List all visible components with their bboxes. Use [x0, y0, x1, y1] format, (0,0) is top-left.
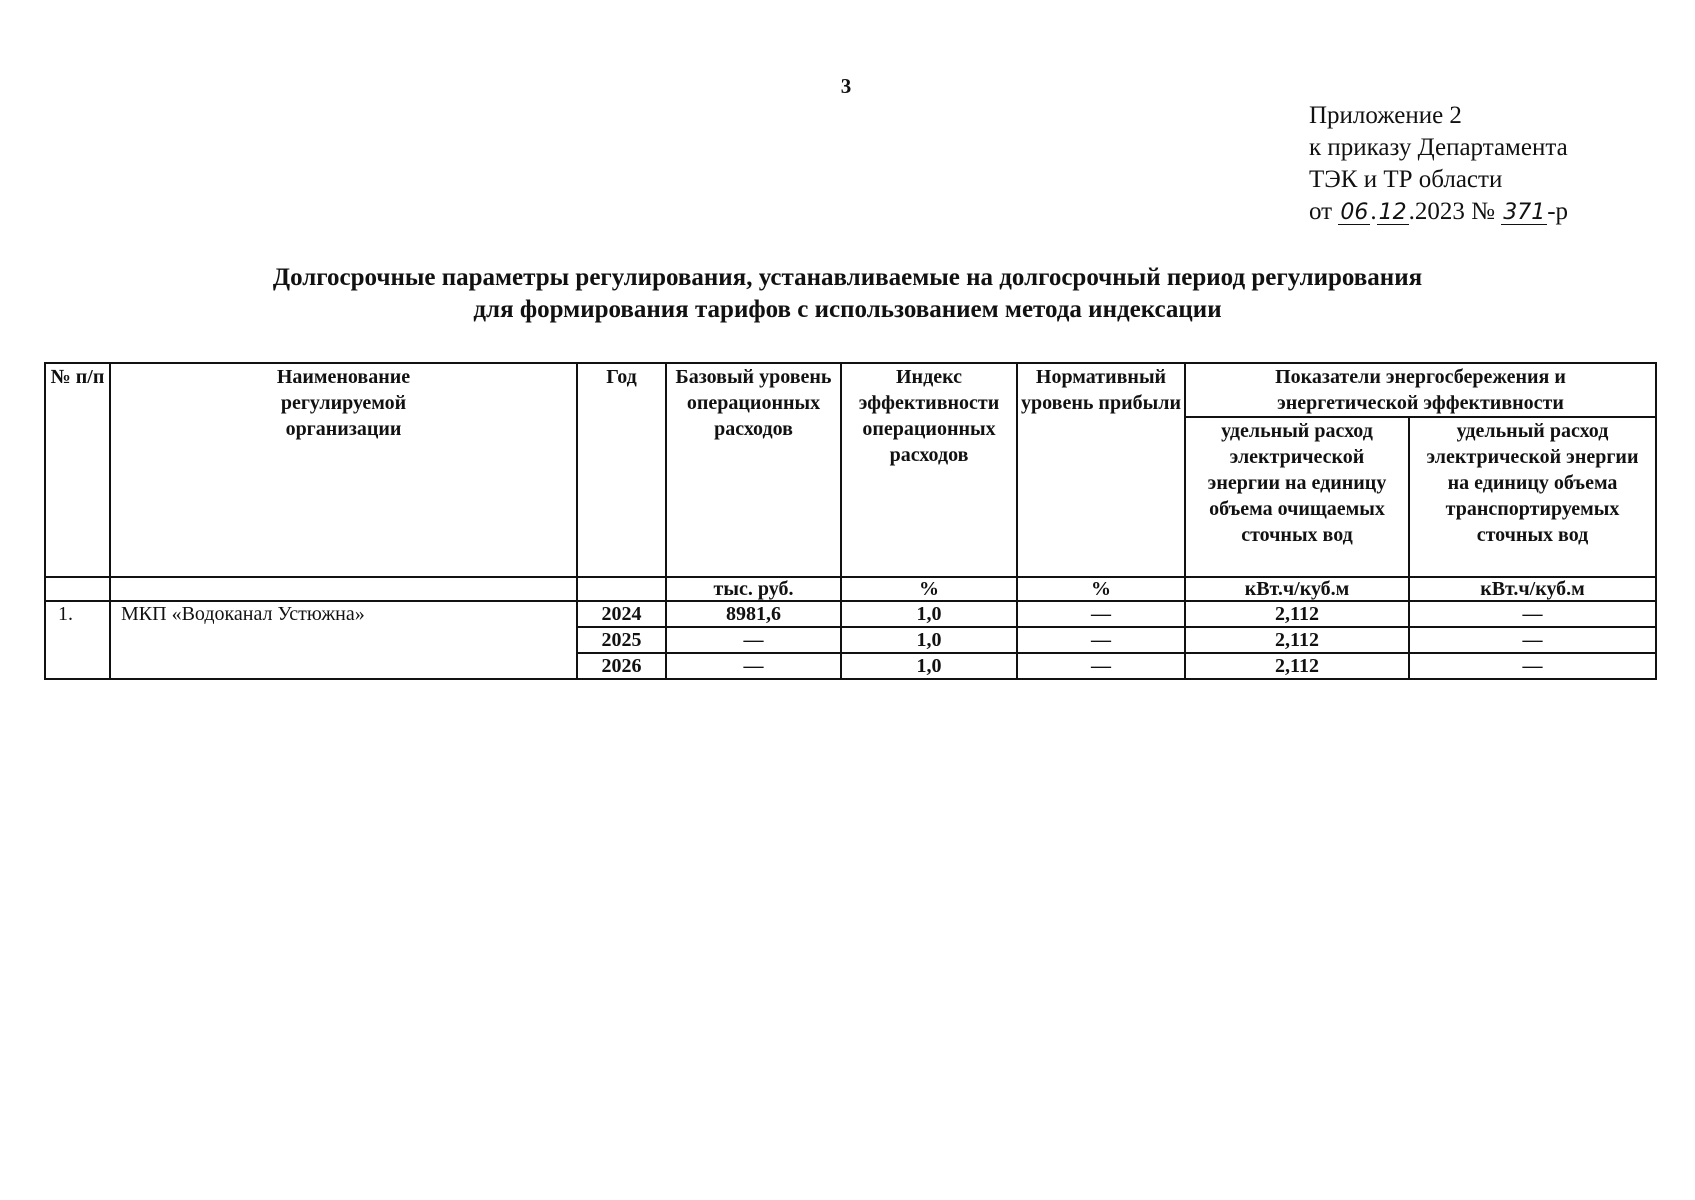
energy-transported-cell: —: [1409, 653, 1656, 679]
unit-base-opex: тыс. руб.: [666, 577, 841, 601]
energy-treated-cell: 2,112: [1185, 627, 1409, 653]
title-line1: Долгосрочные параметры регулирования, устанавливаемые на долгосрочный период регулирования: [272, 264, 1423, 291]
parameters-table: [44, 362, 1657, 680]
year-cell: 2025: [577, 627, 666, 653]
profit-level-cell: —: [1017, 601, 1185, 627]
unit-profit-level: %: [1017, 577, 1185, 601]
date-prefix: от: [1309, 198, 1333, 225]
org-name: МКП «Водоканал Устюжна»: [110, 601, 577, 679]
unit-year-blank: [577, 577, 666, 601]
unit-efficiency-index: %: [841, 577, 1017, 601]
unit-organization-blank: [110, 577, 577, 601]
efficiency-index-cell: 1,0: [841, 627, 1017, 653]
title-line2: для формирования тарифов с использованием метода индексации: [473, 296, 1222, 323]
energy-treated-cell: 2,112: [1185, 653, 1409, 679]
efficiency-index-cell: 1,0: [841, 601, 1017, 627]
date-separator: .: [1370, 198, 1377, 225]
date-day-handwritten: 06: [1340, 200, 1369, 225]
order-suffix: -р: [1547, 198, 1569, 225]
profit-level-cell: —: [1017, 653, 1185, 679]
header-profit-level: Нормативный уровень прибыли: [1017, 363, 1185, 577]
unit-energy-transported: кВт.ч/куб.м: [1409, 577, 1656, 601]
profit-level-cell: —: [1017, 627, 1185, 653]
page-number: 3: [840, 74, 852, 98]
base-opex-cell: —: [666, 627, 841, 653]
header-number: № п/п: [45, 363, 110, 577]
appendix-date-line: [1309, 196, 1568, 228]
date-year: .2023 №: [1408, 198, 1495, 225]
base-opex-cell: 8981,6: [666, 601, 841, 627]
header-year: Год: [577, 363, 666, 577]
year-cell: 2024: [577, 601, 666, 627]
energy-treated-cell: 2,112: [1185, 601, 1409, 627]
unit-number-blank: [45, 577, 110, 601]
energy-transported-cell: —: [1409, 627, 1656, 653]
header-efficiency-index: Индекс эффективности операционных расходов: [841, 363, 1017, 577]
appendix-block: [1309, 100, 1568, 228]
date-month-handwritten: 12: [1378, 200, 1407, 225]
order-number-handwritten: 371: [1503, 200, 1546, 225]
header-base-opex: Базовый уровень операционных расходов: [666, 363, 841, 577]
base-opex-cell: —: [666, 653, 841, 679]
table-row: [45, 601, 1656, 627]
org-number: 1.: [45, 601, 110, 679]
year-cell: 2026: [577, 653, 666, 679]
header-energy-indicators: Показатели энергосбережения и энергетической эффективности: [1185, 363, 1656, 417]
appendix-line3: ТЭК и ТР области: [1309, 166, 1503, 193]
energy-transported-cell: —: [1409, 601, 1656, 627]
appendix-line1: Приложение 2: [1309, 102, 1462, 129]
appendix-line2: к приказу Департамента: [1309, 134, 1568, 161]
unit-energy-treated: кВт.ч/куб.м: [1185, 577, 1409, 601]
efficiency-index-cell: 1,0: [841, 653, 1017, 679]
document-title: [120, 262, 1575, 326]
header-organization: Наименование регулируемой организации: [110, 363, 577, 577]
header-energy-treated: удельный расход электрической энергии на единицу объема очищаемых сточных вод: [1185, 417, 1409, 577]
header-energy-transported: удельный расход электрической энергии на единицу объема транспортируемых сточных вод: [1409, 417, 1656, 577]
